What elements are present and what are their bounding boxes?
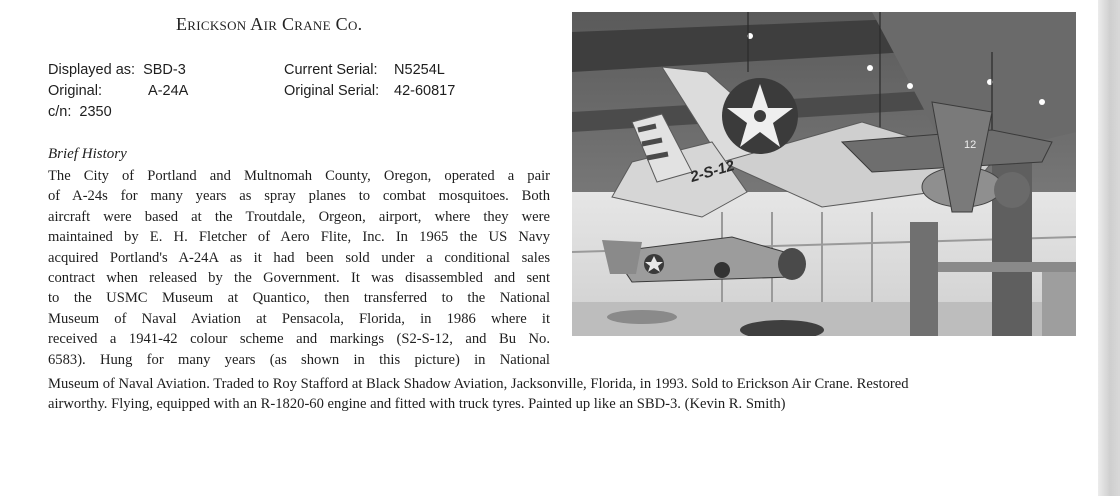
history-line: maintained by E. H. Fletcher of Aero Flite, Inc. In 1965 the US Navy	[48, 229, 550, 246]
balcony	[938, 262, 1076, 272]
history-line: 6583). Hung for many years (as shown in this picture) in National	[48, 351, 550, 368]
spec-value: A-24A	[148, 83, 189, 99]
spec-label: c/n:	[48, 104, 72, 120]
spec-original	[48, 81, 188, 102]
ceiling-light	[867, 65, 873, 71]
aircraft-marking: 2-S-12	[688, 157, 737, 186]
spec-displayed-as	[48, 60, 186, 81]
history-line: The City of Portland and Multnomah County, Oregon, operated a pair	[48, 168, 550, 184]
history-line: aircraft were based at the Troutdale, Orgeon, airport, where they were	[48, 208, 550, 225]
spec-value: N5254L	[394, 62, 445, 78]
page-edge-shadow	[1098, 0, 1120, 496]
aircraft-number: 12	[964, 139, 977, 151]
history-heading: Brief History	[48, 146, 127, 162]
spec-original-serial	[284, 81, 455, 102]
spec-label: Original Serial:	[284, 83, 380, 99]
spec-value: 2350	[79, 104, 112, 120]
spec-cn	[48, 102, 112, 123]
history-line: Museum of Naval Aviation. Traded to Roy Stafford at Black Shadow Aviation, Jacksonville, Florida, in 1993. Sold to Erickson Air Crane. Restored	[48, 376, 909, 392]
spec-value: SBD-3	[143, 62, 186, 78]
history-line: airworthy. Flying, equipped with an R-1820-60 engine and fitted with truck tyres. Painted up like an SBD-3. (Kevin R. Smith)	[48, 396, 786, 413]
spec-value: 42-60817	[394, 83, 456, 99]
spec-label: Original:	[48, 83, 102, 99]
ceiling-light	[1039, 99, 1045, 105]
display-object	[607, 310, 677, 324]
history-line: Museum of Naval Aviation at Pensacola, Florida, in 1986 where it	[48, 310, 550, 327]
history-line: acquired Portland's A-24A as it had been sold under a conditional sales	[48, 249, 550, 266]
history-text-full-width	[48, 374, 1078, 415]
support-column	[910, 222, 938, 336]
spec-current-serial	[284, 60, 445, 81]
history-line: of A-24s for many years as spray planes to combat mosquitoes. Both	[48, 188, 550, 205]
history-line: contract when released by the Government. It was disassembled and sent	[48, 269, 550, 286]
history-line: to the USMC Museum at Quantico, then transferred to the National	[48, 290, 550, 307]
spec-label: Displayed as:	[48, 62, 136, 78]
history-line: received a 1941-42 colour scheme and markings (S2-S-12, and Bu No.	[48, 331, 550, 348]
spec-label: Current Serial:	[284, 62, 378, 78]
support-column	[992, 142, 1032, 336]
page-title: Erickson Air Crane Co.	[176, 14, 363, 34]
balcony-wall	[1042, 272, 1076, 336]
museum-aircraft-photo	[572, 12, 1076, 336]
ceiling-light	[907, 83, 913, 89]
history-text-column	[48, 166, 550, 370]
